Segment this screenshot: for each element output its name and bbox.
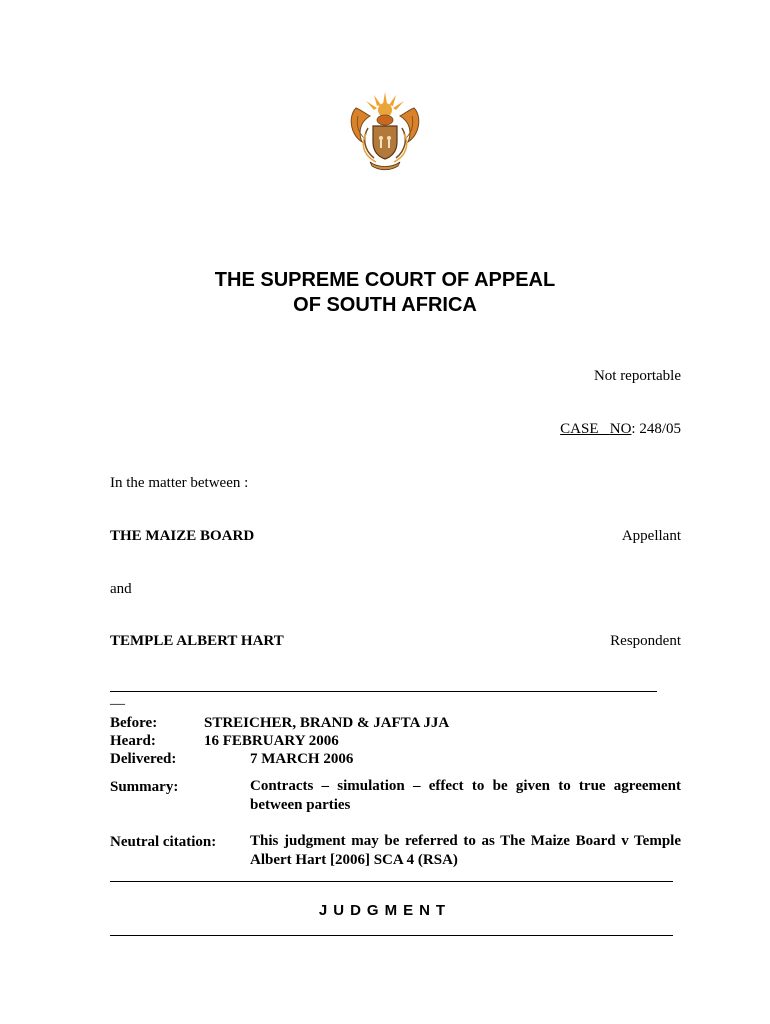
- reportable-status: Not reportable: [593, 368, 681, 384]
- case-number: [560, 421, 681, 438]
- judgment-bottom-rule: [110, 935, 673, 936]
- summary-value: Contracts – simulation – effect to be given to true agreement between parties: [250, 778, 681, 813]
- summary-label: Summary:: [110, 779, 179, 795]
- case-label: CASE: [560, 421, 599, 437]
- case-number-value: : 248/05: [631, 421, 681, 437]
- heard-label: Heard:: [110, 733, 156, 749]
- neutral-citation-label: Neutral citation:: [110, 834, 217, 850]
- appellant-name: THE MAIZE BOARD: [110, 528, 255, 544]
- before-label: Before:: [110, 715, 158, 731]
- court-title-line-2: OF SOUTH AFRICA: [293, 294, 477, 316]
- heard-value: 16 FEBRUARY 2006: [204, 733, 339, 749]
- respondent-role: Respondent: [610, 633, 681, 649]
- separator-rule: [110, 691, 657, 692]
- matter-between: In the matter between :: [110, 475, 249, 491]
- separator-rule-tail: __: [110, 691, 125, 707]
- case-no-label: NO: [609, 421, 632, 437]
- delivered-value: 7 MARCH 2006: [250, 751, 354, 767]
- judgment-top-rule: [110, 881, 673, 882]
- appellant-role: Appellant: [621, 528, 681, 544]
- respondent-name: TEMPLE ALBERT HART: [110, 633, 284, 649]
- judgment-heading: JUDGMENT: [318, 902, 452, 919]
- coat-of-arms-seal: [346, 86, 424, 172]
- court-title-line-1: THE SUPREME COURT OF APPEAL: [214, 269, 556, 291]
- delivered-label: Delivered:: [110, 751, 177, 767]
- neutral-citation-value: This judgment may be referred to as The Maize Board v Temple Albert Hart [2006] SCA 4 (RSA): [250, 833, 681, 868]
- before-value: STREICHER, BRAND & JAFTA JJA: [204, 715, 450, 731]
- party-conjunction: and: [110, 581, 132, 597]
